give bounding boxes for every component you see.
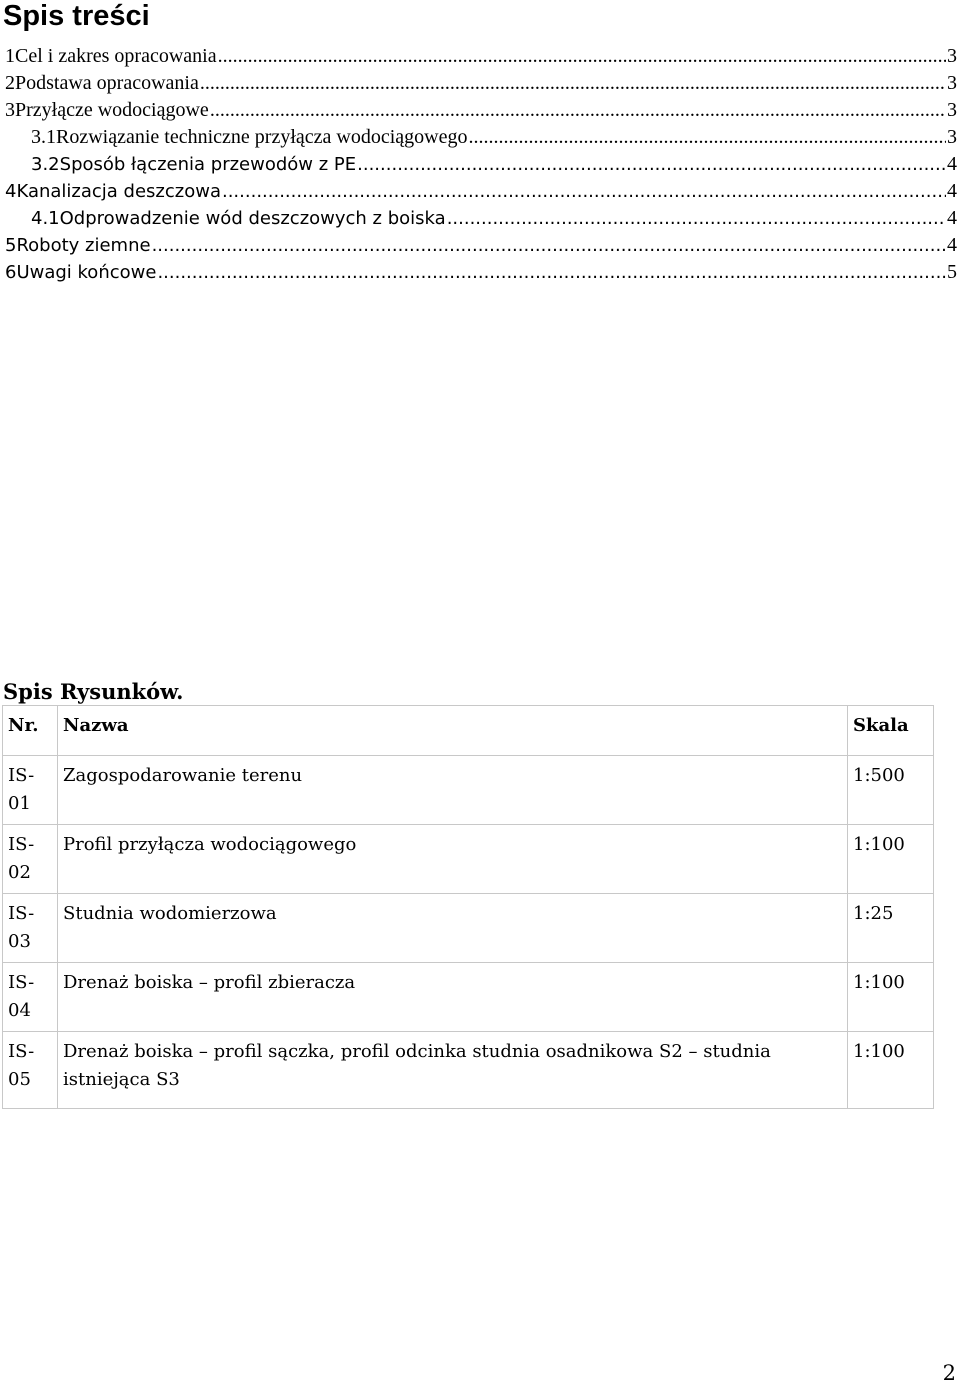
figure-name: Drenaż boiska – profil zbieracza	[58, 963, 848, 1032]
page-number: 2	[942, 1361, 956, 1385]
figure-nr: IS-01	[3, 756, 58, 825]
toc-title: Spis treści	[3, 0, 150, 32]
table-of-contents	[5, 43, 957, 286]
toc-entry[interactable]	[5, 124, 957, 151]
figures-table	[2, 705, 934, 1109]
table-row	[3, 756, 934, 825]
toc-entry-number: 6	[5, 262, 17, 283]
table-row	[3, 825, 934, 894]
toc-entry-text: Odprowadzenie wód deszczowych z boiska	[59, 208, 446, 229]
toc-leader-dots	[357, 151, 946, 178]
toc-entry-number: 3.1	[31, 126, 56, 148]
toc-entry-number: 3.2	[31, 154, 60, 175]
toc-leader-dots	[218, 43, 946, 70]
toc-leader-dots	[210, 97, 946, 124]
figure-nr: IS-02	[3, 825, 58, 894]
figure-nr: IS-04	[3, 963, 58, 1032]
column-header-scale: Skala	[848, 706, 934, 756]
table-row	[3, 963, 934, 1032]
toc-leader-dots	[200, 70, 946, 97]
figure-scale: 1:500	[848, 756, 934, 825]
figure-name: Drenaż boiska – profil sączka, profil odcinka studnia osadnikowa S2 – studnia istniejąca S3	[58, 1032, 848, 1109]
toc-entry[interactable]	[5, 259, 957, 286]
toc-entry[interactable]	[5, 205, 957, 232]
figure-scale: 1:25	[848, 894, 934, 963]
table-header-row	[3, 706, 934, 756]
figure-scale: 1:100	[848, 963, 934, 1032]
toc-entry-text: Uwagi końcowe	[16, 262, 157, 283]
figures-title: Spis Rysunków.	[3, 679, 184, 704]
figure-name: Studnia wodomierzowa	[58, 894, 848, 963]
figure-scale: 1:100	[848, 825, 934, 894]
toc-entry-page: 3	[947, 45, 957, 67]
table-row	[3, 1032, 934, 1109]
toc-entry[interactable]	[5, 232, 957, 259]
figure-nr: IS-03	[3, 894, 58, 963]
toc-entry-text: Sposób łączenia przewodów z PE	[59, 154, 357, 175]
column-header-nr: Nr.	[3, 706, 58, 756]
toc-entry-number: 3	[5, 99, 15, 121]
toc-entry-page: 4	[947, 207, 957, 229]
toc-entry-number: 2	[5, 72, 15, 94]
toc-leader-dots	[468, 124, 946, 151]
figure-name: Zagospodarowanie terenu	[58, 756, 848, 825]
toc-entry-page: 3	[947, 72, 957, 94]
toc-entry-text: Kanalizacja deszczowa	[16, 181, 221, 202]
toc-entry[interactable]	[5, 151, 957, 178]
toc-entry-number: 1	[5, 45, 15, 67]
figure-scale: 1:100	[848, 1032, 934, 1109]
toc-entry-page: 3	[947, 126, 957, 148]
figure-name: Profil przyłącza wodociągowego	[58, 825, 848, 894]
toc-leader-dots	[157, 259, 946, 286]
toc-entry-page: 3	[947, 99, 957, 121]
toc-entry[interactable]	[5, 97, 957, 124]
toc-entry-text: Podstawa opracowania	[15, 72, 199, 94]
toc-entry-page: 4	[947, 234, 957, 256]
toc-leader-dots	[222, 178, 946, 205]
toc-entry-text: Rozwiązanie techniczne przyłącza wodociągowego	[56, 126, 468, 148]
toc-leader-dots	[152, 232, 946, 259]
toc-leader-dots	[447, 205, 946, 232]
toc-entry-text: Przyłącze wodociągowe	[15, 99, 209, 121]
toc-entry-number: 4	[5, 181, 17, 202]
figure-nr: IS-05	[3, 1032, 58, 1109]
toc-entry-text: Cel i zakres opracowania	[15, 45, 217, 67]
toc-entry[interactable]	[5, 178, 957, 205]
column-header-name: Nazwa	[58, 706, 848, 756]
toc-entry-number: 5	[5, 235, 17, 256]
table-row	[3, 894, 934, 963]
toc-entry-page: 5	[947, 261, 957, 283]
toc-entry-number: 4.1	[31, 208, 60, 229]
toc-entry[interactable]	[5, 43, 957, 70]
toc-entry-text: Roboty ziemne	[16, 235, 151, 256]
toc-entry[interactable]	[5, 70, 957, 97]
toc-entry-page: 4	[947, 153, 957, 175]
toc-entry-page: 4	[947, 180, 957, 202]
